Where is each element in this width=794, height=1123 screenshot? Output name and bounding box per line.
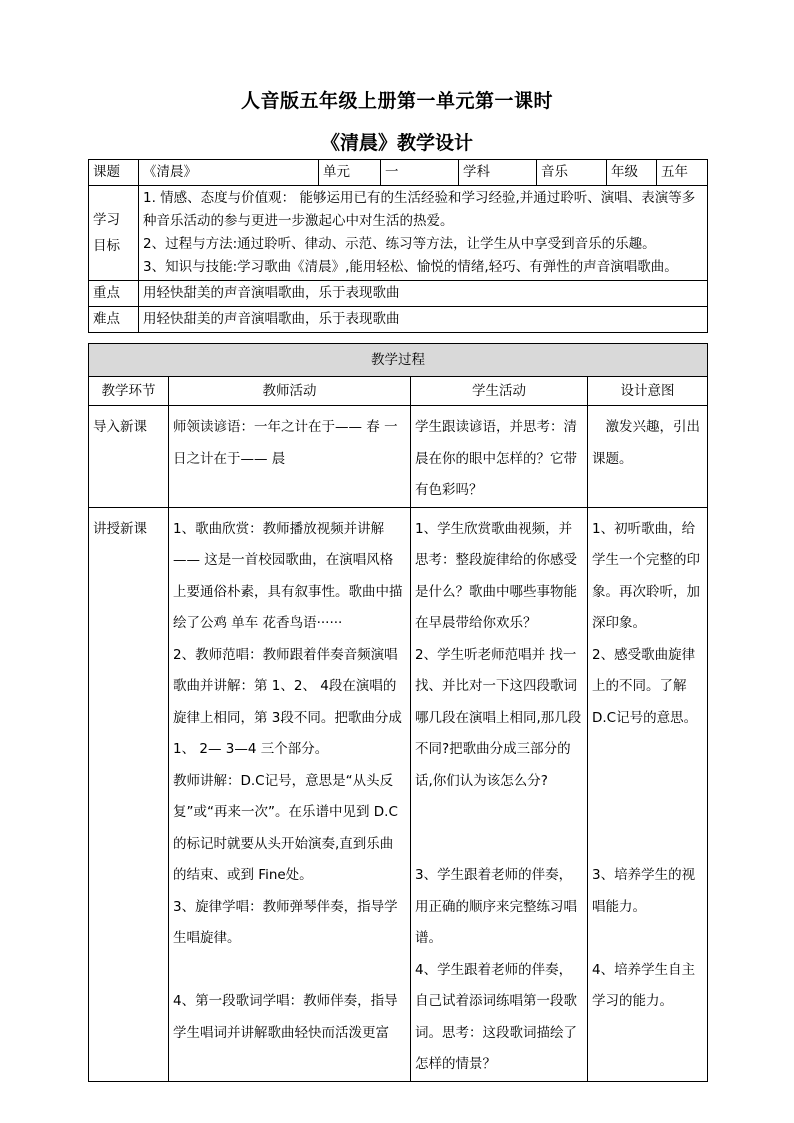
- subject-value: 音乐: [537, 160, 607, 186]
- intro-intent: 激发兴趣，引出课题。: [588, 406, 708, 508]
- intent-4: 4、培养学生自主学习的能力。: [592, 961, 696, 1009]
- topic-value: 《清晨》: [139, 160, 319, 186]
- student-step-3: 3、学生跟着老师的伴奏，用正确的顺序来完整练习唱谱。: [415, 867, 577, 946]
- lesson-info-table: [88, 159, 708, 333]
- student-step-1: 1、学生欣赏歌曲视频，并思考：整段旋律给的你感受是什么？歌曲中哪些事物能在早晨带给你欢乐？: [415, 520, 577, 631]
- topic-label: 课题: [89, 160, 139, 186]
- grade-label: 年级: [607, 160, 657, 186]
- intro-stage: 导入新课: [89, 406, 169, 508]
- unit-value: 一: [381, 160, 459, 186]
- teacher-step-2: 2、教师范唱：教师跟着伴奏音频演唱歌曲并讲解：第 1、2、 4段在演唱的旋律上相同，第 3段不同。把歌曲分成 1、 2— 3—4 三个部分。: [173, 646, 402, 757]
- teacher-step-3: 教师讲解：D.C记号，意思是“从头反复”或“再来一次”。在乐谱中见到 D.C的标记时就要从头开始演奏,直到乐曲的结束、或到 Fine处。: [173, 772, 398, 883]
- teacher-step-1: 1、歌曲欣赏：教师播放视频并讲解—— 这是一首校园歌曲，在演唱风格上要通俗朴素，具有叙事性。歌曲中描绘了公鸡 单车 花香鸟语······: [173, 520, 403, 631]
- intro-student-activity: 学生跟读谚语，并思考：清晨在你的眼中怎样的？它带有色彩吗？: [411, 406, 588, 508]
- grade-value: 五年: [657, 160, 708, 186]
- goal-2: 2、过程与方法:通过聆听、律动、示范、练习等方法，让学生从中享受到音乐的乐趣。: [143, 236, 656, 252]
- student-step-4: 4、学生跟着老师的伴奏，自己试着添词练唱第一段歌词。思考：这段歌词描绘了怎样的情景？: [415, 961, 577, 1072]
- subject-label: 学科: [459, 160, 537, 186]
- difficulty-row: [89, 307, 708, 333]
- goals-label-line2: 目标: [93, 238, 120, 254]
- intent-1: 1、初听歌曲，给学生一个完整的印象。再次聆听，加深印象。: [592, 520, 700, 631]
- header-intent: 设计意图: [588, 377, 708, 406]
- intro-teacher-activity: 师领读谚语：一年之计在于—— 春 一日之计在于—— 晨: [169, 406, 411, 508]
- goal-1: 1. 情感、态度与价值观： 能够运用已有的生活经验和学习经验,并通过聆听、演唱、表演等多种音乐活动的参与更进一步激起心中对生活的热爱。: [143, 190, 696, 229]
- teaching-process-table: [88, 343, 708, 1082]
- header-teacher: 教师活动: [169, 377, 411, 406]
- key-point-row: [89, 281, 708, 307]
- section-title: 教学过程: [89, 344, 708, 377]
- intent-2: 2、感受歌曲旋律上的不同。了解D.C记号的意思。: [592, 646, 698, 726]
- lecture-stage: 讲授新课: [89, 507, 169, 1081]
- teacher-step-4: 3、旋律学唱：教师弹琴伴奏，指导学生唱旋律。: [173, 898, 398, 946]
- goal-3: 3、知识与技能:学习歌曲《清晨》,能用轻松、愉悦的情绪,轻巧、有弹性的声音演唱歌曲。: [143, 259, 678, 275]
- student-step-2: 2、学生听老师范唱并 找一找、并比对一下这四段歌词哪几段在演唱上相同,那几段不同?把歌曲分成三部分的话,你们认为该怎么分?: [415, 646, 582, 789]
- header-stage: 教学环节: [89, 377, 169, 406]
- key-point-value: 用轻快甜美的声音演唱歌曲，乐于表现歌曲: [139, 281, 708, 307]
- lecture-teacher-activity: [169, 507, 411, 1081]
- difficulty-label: 难点: [89, 307, 139, 333]
- goals-label: [89, 186, 139, 281]
- header-student: 学生活动: [411, 377, 588, 406]
- document-subtitle: 《清晨》教学设计: [320, 132, 473, 154]
- lecture-row: [89, 507, 708, 1081]
- goals-value: [139, 186, 708, 281]
- lecture-student-activity: [411, 507, 588, 1081]
- unit-label: 单元: [319, 160, 381, 186]
- intro-row: [89, 406, 708, 508]
- key-point-label: 重点: [89, 281, 139, 307]
- document-title: 人音版五年级上册第一单元第一课时: [240, 90, 553, 112]
- goals-label-line1: 学习: [93, 212, 120, 228]
- intent-3: 3、培养学生的视唱能力。: [592, 867, 696, 915]
- header-row: [89, 377, 708, 406]
- topic-row: [89, 160, 708, 186]
- difficulty-value: 用轻快甜美的声音演唱歌曲，乐于表现歌曲: [139, 307, 708, 333]
- lecture-intent: [588, 507, 708, 1081]
- teacher-step-5: 4、第一段歌词学唱：教师伴奏，指导学生唱词并讲解歌曲轻快而活泼更富: [173, 993, 398, 1041]
- goals-row: [89, 186, 708, 281]
